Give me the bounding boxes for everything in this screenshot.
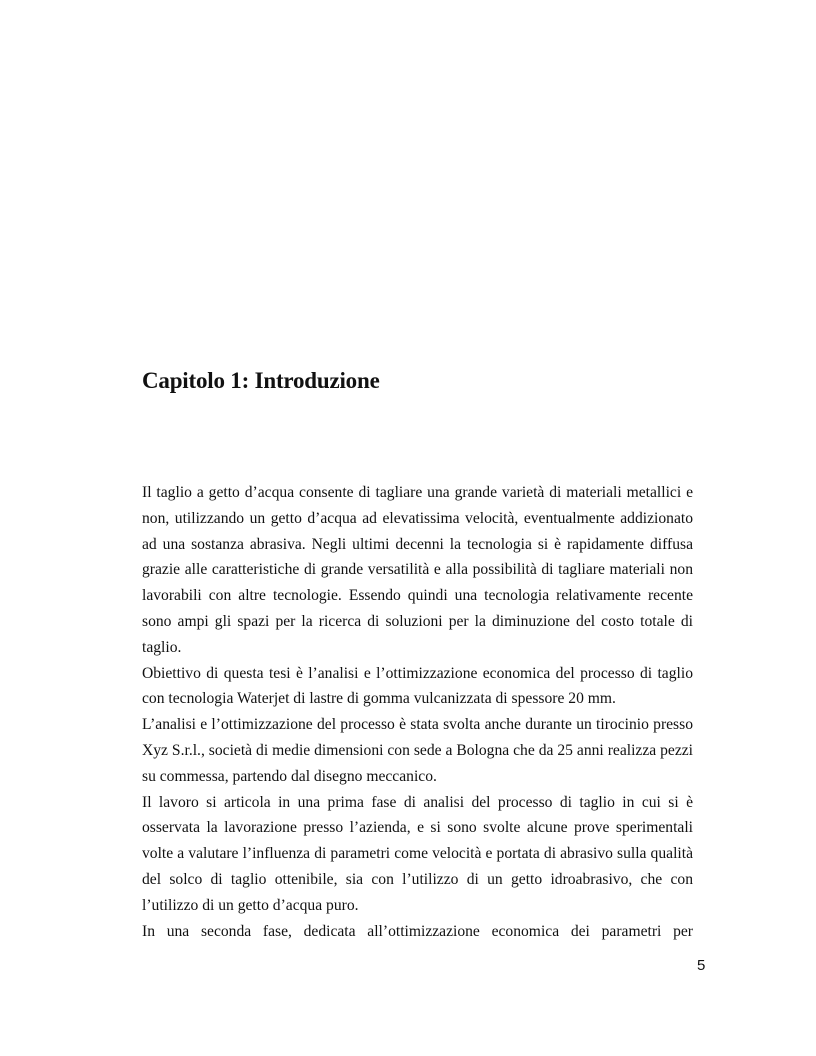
paragraph-second-phase: In una seconda fase, dedicata all’ottimizzazione economica dei parametri per [142, 922, 693, 940]
paragraph-first-phase: Il lavoro si articola in una prima fase di analisi del processo di taglio in cui si è osservata la lavorazione presso l’azienda, e si sono svolte alcune prove sperimentali volte a valutare l’influenza di parametri come velocità e portata di abrasivo sulla qualità del solco di taglio ottenibile, sia con l’utilizzo di un getto idroabrasivo, che con l’utilizzo di un getto d’acqua puro. [142, 793, 693, 914]
paragraph-thesis-objective: Obiettivo di questa tesi è l’analisi e l’ottimizzazione economica del processo di taglio con tecnologia Waterjet di lastre di gomma vulcanizzata di spessore 20 mm. [142, 664, 693, 708]
paragraph-introduction: Il taglio a getto d’acqua consente di tagliare una grande varietà di materiali metallici e non, utilizzando un getto d’acqua ad elevatissima velocità, eventualmente addizionato ad una sostanza abrasiva. Negli ultimi decenni la tecnologia si è rapidamente diffusa grazie alle caratteristiche di grande versatilità e alla possibilità di tagliare materiali non lavorabili con altre tecnologie. Essendo quindi una tecnologia relativamente recente sono ampi gli spazi per la ricerca di soluzioni per la diminuzione del costo totale di taglio. [142, 484, 693, 656]
paragraph-internship: L’analisi e l’ottimizzazione del processo è stata svolta anche durante un tirocinio presso Xyz S.r.l., società di medie dimensioni con sede a Bologna che da 25 anni realizza pezzi su commessa, partendo dal disegno meccanico. [142, 716, 693, 785]
page-number: 5 [697, 957, 706, 974]
body-text [142, 480, 693, 944]
chapter-title: Capitolo 1: Introduzione [142, 368, 380, 393]
